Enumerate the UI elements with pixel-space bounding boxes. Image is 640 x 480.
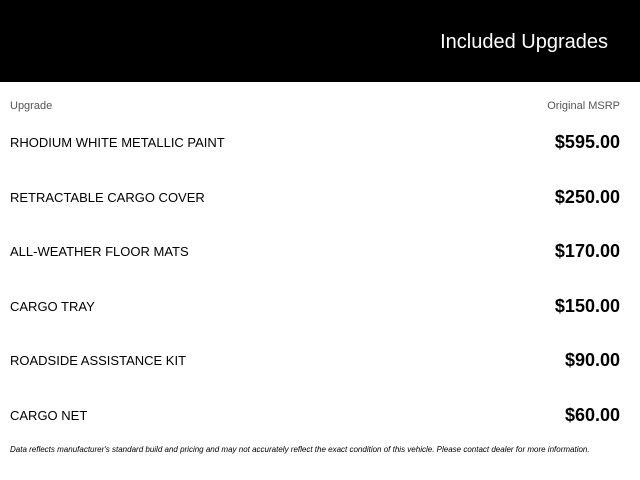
upgrade-price: $595.00 bbox=[554, 132, 620, 152]
upgrades-list bbox=[0, 115, 640, 442]
disclaimer-text: Data reflects manufacturer's standard build and pricing and may not accurately reflect the exact condition of this vehicle. Please contact dealer for more information. bbox=[10, 445, 590, 454]
upgrade-name: RETRACTABLE CARGO COVER bbox=[10, 189, 205, 205]
upgrade-row bbox=[0, 170, 640, 225]
upgrade-row bbox=[0, 115, 640, 170]
column-header-msrp: Original MSRP bbox=[547, 100, 620, 112]
upgrade-price: $150.00 bbox=[554, 295, 620, 316]
upgrade-row bbox=[0, 279, 640, 334]
upgrade-name: ROADSIDE ASSISTANCE KIT bbox=[10, 353, 187, 368]
upgrade-price: $60.00 bbox=[564, 404, 620, 425]
upgrade-price: $250.00 bbox=[554, 186, 620, 207]
upgrade-price: $170.00 bbox=[554, 241, 620, 261]
upgrade-row bbox=[0, 388, 640, 443]
upgrade-price: $90.00 bbox=[564, 350, 620, 370]
upgrade-row bbox=[0, 224, 640, 279]
upgrade-row bbox=[0, 333, 640, 388]
upgrade-name: ALL-WEATHER FLOOR MATS bbox=[10, 244, 189, 259]
upgrade-name: CARGO TRAY bbox=[10, 298, 95, 314]
page-title: Included Upgrades bbox=[440, 31, 608, 53]
upgrade-name: RHODIUM WHITE METALLIC PAINT bbox=[10, 135, 225, 150]
upgrade-name: CARGO NET bbox=[10, 407, 88, 423]
column-header-upgrade: Upgrade bbox=[10, 100, 53, 112]
header-banner bbox=[0, 0, 640, 82]
